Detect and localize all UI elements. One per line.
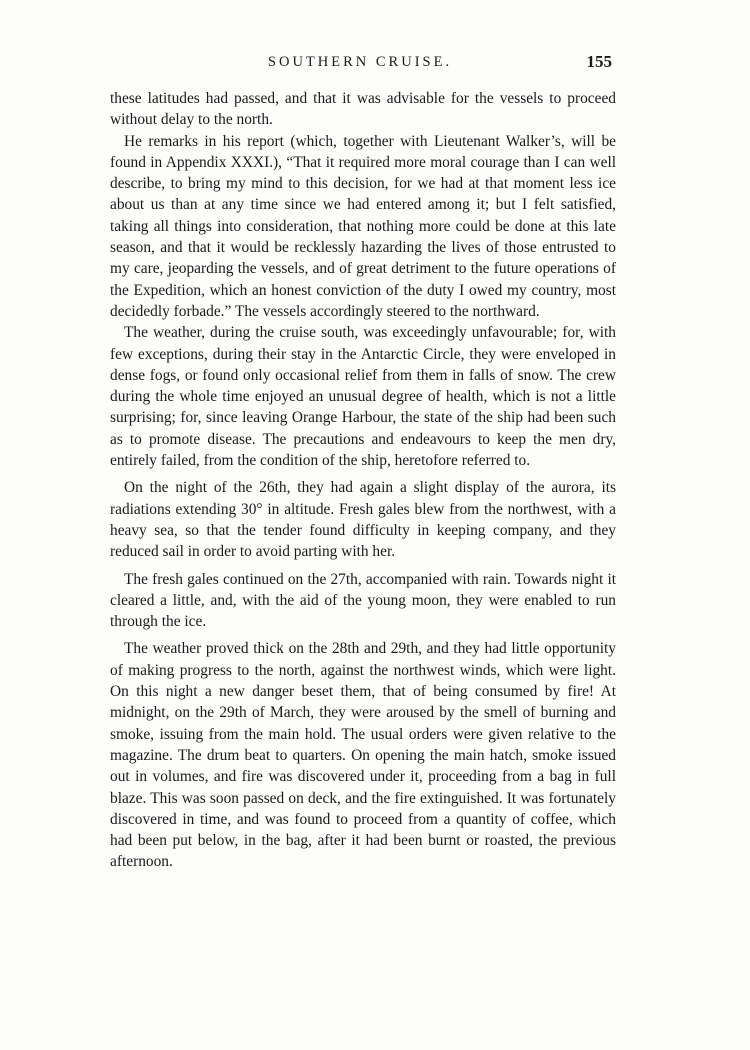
running-head: SOUTHERN CRUISE.: [267, 54, 453, 70]
paragraph-fresh-gales: The fresh gales continued on the 27th, accompanied with rain. Towards night it cleared a little, and, with the aid of the young moon, they were enabled to run through the ice.: [110, 570, 616, 631]
paragraph-weather: The weather, during the cruise south, was exceedingly unfavourable; for, with few exceptions, during their stay in the Antarctic Circle, they were enveloped in dense fogs, or found only occasional relief from them in falls of snow. The crew during the whole time enjoyed an unusual degree of health, which is not a little surprising; for, since leaving Orange Harbour, the state of the ship had been such as to promote disease. The precautions and endeavours to keep the men dry, entirely failed, from the condition of the ship, heretofore referred to.: [110, 324, 616, 470]
page-number: 155: [586, 52, 612, 71]
paragraph-report: He remarks in his report (which, together with Lieutenant Walker’s, will be found in Appendix XXXI.), “That it required more moral courage than I can well describe, to bring my mind to this decision, for we had at that moment less ice about us than at any time since we had entered among it; but I felt satisfied, taking all things into consideration, that nothing more could be done at this late season, and that it would be recklessly hazarding the lives of those entrusted to my care, jeoparding the vessels, and of great detriment to the future operations of the Expedition, which an honest conviction of the duty I owed my country, most decidedly forbade.” The vessels accordingly steered to the northward.: [110, 132, 616, 320]
paragraph-aurora: On the night of the 26th, they had again a slight display of the aurora, its radiations extending 30° in altitude. Fresh gales blew from the northwest, with a heavy sea, so that the tender found difficulty in keeping company, and they reduced sail in order to avoid parting with her.: [110, 479, 616, 561]
page-header: [110, 50, 610, 76]
paragraph-continued: these latitudes had passed, and that it was advisable for the vessels to proceed without delay to the north.: [110, 90, 616, 129]
body-text: [110, 88, 616, 873]
paragraph-fire: The weather proved thick on the 28th and 29th, and they had little opportunity of making progress to the north, against the northwest winds, which were light. On this night a new danger beset them, that of being consumed by fire! At midnight, on the 29th of March, they were aroused by the smell of burning and smoke, issuing from the main hold. The usual orders were given relative to the magazine. The drum beat to quarters. On opening the main hatch, smoke issued out in volumes, and fire was discovered under it, proceeding from a bag in full blaze. This was soon passed on deck, and the fire extinguished. It was fortunately discovered in time, and was found to proceed from a quantity of coffee, which had been put below, in the bag, after it had been burnt or roasted, the previous afternoon.: [110, 640, 616, 871]
